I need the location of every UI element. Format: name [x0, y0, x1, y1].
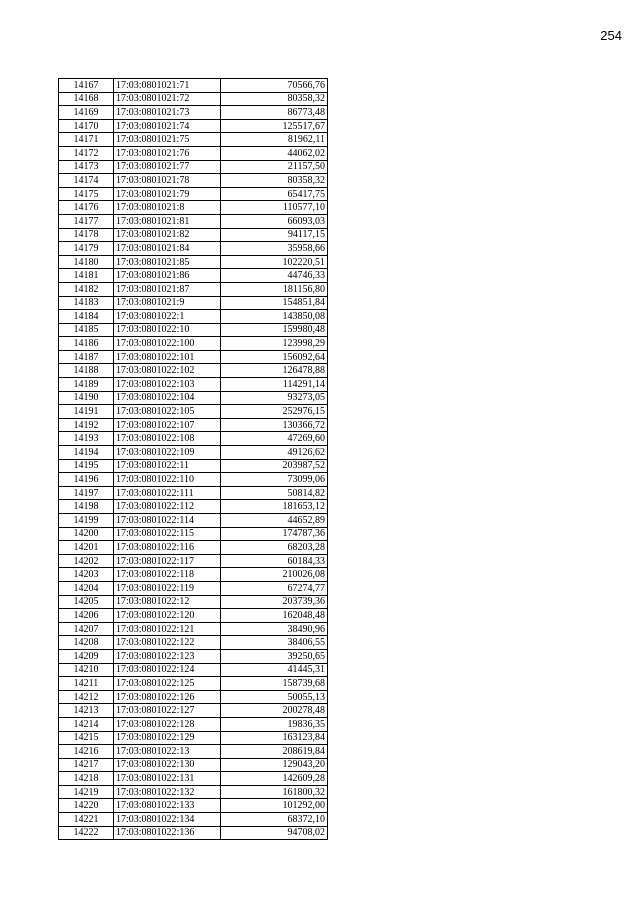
row-number-cell: 14213 [59, 704, 114, 718]
amount-cell: 35958,66 [221, 242, 328, 256]
table-body [59, 79, 328, 840]
row-number-cell: 14202 [59, 554, 114, 568]
cadastral-number-cell: 17:03:0801021:8 [114, 201, 221, 215]
cadastral-number-cell: 17:03:0801021:79 [114, 187, 221, 201]
amount-cell: 41445,31 [221, 663, 328, 677]
cadastral-number-cell: 17:03:0801022:125 [114, 677, 221, 691]
row-number-cell: 14204 [59, 581, 114, 595]
cadastral-number-cell: 17:03:0801022:110 [114, 473, 221, 487]
amount-cell: 47269,60 [221, 432, 328, 446]
table-row [59, 704, 328, 718]
row-number-cell: 14175 [59, 187, 114, 201]
row-number-cell: 14183 [59, 296, 114, 310]
table-row [59, 785, 328, 799]
cadastral-number-cell: 17:03:0801021:71 [114, 79, 221, 93]
amount-cell: 208619,84 [221, 745, 328, 759]
table-row [59, 446, 328, 460]
row-number-cell: 14206 [59, 609, 114, 623]
row-number-cell: 14212 [59, 690, 114, 704]
table-row [59, 282, 328, 296]
cadastral-number-cell: 17:03:0801021:84 [114, 242, 221, 256]
row-number-cell: 14215 [59, 731, 114, 745]
amount-cell: 50055,13 [221, 690, 328, 704]
table-row [59, 214, 328, 228]
row-number-cell: 14176 [59, 201, 114, 215]
table-row [59, 677, 328, 691]
amount-cell: 123998,29 [221, 337, 328, 351]
cadastral-number-cell: 17:03:0801022:136 [114, 826, 221, 840]
amount-cell: 44746,33 [221, 269, 328, 283]
amount-cell: 156092,64 [221, 350, 328, 364]
cadastral-number-cell: 17:03:0801022:10 [114, 323, 221, 337]
cadastral-number-cell: 17:03:0801022:102 [114, 364, 221, 378]
table-row [59, 745, 328, 759]
row-number-cell: 14189 [59, 378, 114, 392]
cadastral-number-cell: 17:03:0801022:120 [114, 609, 221, 623]
cadastral-number-cell: 17:03:0801022:134 [114, 813, 221, 827]
amount-cell: 70566,76 [221, 79, 328, 93]
row-number-cell: 14181 [59, 269, 114, 283]
row-number-cell: 14218 [59, 772, 114, 786]
table-row [59, 310, 328, 324]
table-row [59, 813, 328, 827]
cadastral-number-cell: 17:03:0801022:121 [114, 622, 221, 636]
table-row [59, 514, 328, 528]
row-number-cell: 14191 [59, 405, 114, 419]
row-number-cell: 14208 [59, 636, 114, 650]
cadastral-number-cell: 17:03:0801022:122 [114, 636, 221, 650]
cadastral-number-cell: 17:03:0801022:12 [114, 595, 221, 609]
row-number-cell: 14167 [59, 79, 114, 93]
cadastral-number-cell: 17:03:0801022:130 [114, 758, 221, 772]
table-row [59, 146, 328, 160]
cadastral-number-cell: 17:03:0801022:109 [114, 446, 221, 460]
row-number-cell: 14214 [59, 717, 114, 731]
table-row [59, 350, 328, 364]
row-number-cell: 14187 [59, 350, 114, 364]
amount-cell: 200278,48 [221, 704, 328, 718]
table-row [59, 568, 328, 582]
amount-cell: 38490,96 [221, 622, 328, 636]
table-row [59, 391, 328, 405]
cadastral-number-cell: 17:03:0801022:119 [114, 581, 221, 595]
row-number-cell: 14194 [59, 446, 114, 460]
cadastral-number-cell: 17:03:0801021:82 [114, 228, 221, 242]
table-row [59, 187, 328, 201]
row-number-cell: 14198 [59, 500, 114, 514]
row-number-cell: 14220 [59, 799, 114, 813]
cadastral-number-cell: 17:03:0801022:103 [114, 378, 221, 392]
amount-cell: 93273,05 [221, 391, 328, 405]
table-row [59, 581, 328, 595]
cadastral-number-cell: 17:03:0801022:118 [114, 568, 221, 582]
row-number-cell: 14199 [59, 514, 114, 528]
table-row [59, 228, 328, 242]
table-row [59, 296, 328, 310]
cadastral-number-cell: 17:03:0801022:133 [114, 799, 221, 813]
cadastral-number-cell: 17:03:0801022:105 [114, 405, 221, 419]
data-table [58, 78, 328, 840]
cadastral-number-cell: 17:03:0801022:104 [114, 391, 221, 405]
amount-cell: 159980,48 [221, 323, 328, 337]
row-number-cell: 14201 [59, 541, 114, 555]
row-number-cell: 14219 [59, 785, 114, 799]
row-number-cell: 14190 [59, 391, 114, 405]
row-number-cell: 14186 [59, 337, 114, 351]
row-number-cell: 14184 [59, 310, 114, 324]
table-row [59, 459, 328, 473]
cadastral-number-cell: 17:03:0801022:117 [114, 554, 221, 568]
row-number-cell: 14222 [59, 826, 114, 840]
table-row [59, 364, 328, 378]
cadastral-number-cell: 17:03:0801021:75 [114, 133, 221, 147]
amount-cell: 101292,00 [221, 799, 328, 813]
cadastral-number-cell: 17:03:0801021:81 [114, 214, 221, 228]
table-row [59, 133, 328, 147]
cadastral-number-cell: 17:03:0801021:72 [114, 92, 221, 106]
cadastral-number-cell: 17:03:0801022:124 [114, 663, 221, 677]
table-row [59, 92, 328, 106]
amount-cell: 110577,10 [221, 201, 328, 215]
table-row [59, 242, 328, 256]
table-row [59, 201, 328, 215]
row-number-cell: 14210 [59, 663, 114, 677]
amount-cell: 44652,89 [221, 514, 328, 528]
amount-cell: 21157,50 [221, 160, 328, 174]
amount-cell: 86773,48 [221, 106, 328, 120]
row-number-cell: 14195 [59, 459, 114, 473]
table-row [59, 622, 328, 636]
amount-cell: 203987,52 [221, 459, 328, 473]
amount-cell: 203739,36 [221, 595, 328, 609]
cadastral-number-cell: 17:03:0801021:9 [114, 296, 221, 310]
amount-cell: 80358,32 [221, 92, 328, 106]
table-row [59, 595, 328, 609]
table-row [59, 106, 328, 120]
cadastral-number-cell: 17:03:0801022:11 [114, 459, 221, 473]
amount-cell: 126478,88 [221, 364, 328, 378]
cadastral-number-cell: 17:03:0801022:123 [114, 649, 221, 663]
cadastral-number-cell: 17:03:0801021:74 [114, 119, 221, 133]
cadastral-number-cell: 17:03:0801021:87 [114, 282, 221, 296]
cadastral-number-cell: 17:03:0801021:86 [114, 269, 221, 283]
row-number-cell: 14178 [59, 228, 114, 242]
table-row [59, 649, 328, 663]
amount-cell: 68203,28 [221, 541, 328, 555]
amount-cell: 66093,03 [221, 214, 328, 228]
amount-cell: 161800,32 [221, 785, 328, 799]
amount-cell: 102220,51 [221, 255, 328, 269]
amount-cell: 210026,08 [221, 568, 328, 582]
amount-cell: 44062,02 [221, 146, 328, 160]
cadastral-number-cell: 17:03:0801022:128 [114, 717, 221, 731]
table-row [59, 609, 328, 623]
amount-cell: 158739,68 [221, 677, 328, 691]
amount-cell: 181156,80 [221, 282, 328, 296]
amount-cell: 94708,02 [221, 826, 328, 840]
cadastral-number-cell: 17:03:0801022:116 [114, 541, 221, 555]
amount-cell: 73099,06 [221, 473, 328, 487]
amount-cell: 130366,72 [221, 418, 328, 432]
row-number-cell: 14209 [59, 649, 114, 663]
amount-cell: 94117,15 [221, 228, 328, 242]
row-number-cell: 14179 [59, 242, 114, 256]
row-number-cell: 14174 [59, 174, 114, 188]
table-row [59, 174, 328, 188]
row-number-cell: 14205 [59, 595, 114, 609]
cadastral-number-cell: 17:03:0801022:131 [114, 772, 221, 786]
cadastral-number-cell: 17:03:0801021:73 [114, 106, 221, 120]
row-number-cell: 14207 [59, 622, 114, 636]
table-row [59, 527, 328, 541]
cadastral-number-cell: 17:03:0801022:114 [114, 514, 221, 528]
cadastral-number-cell: 17:03:0801022:100 [114, 337, 221, 351]
cadastral-number-cell: 17:03:0801022:1 [114, 310, 221, 324]
amount-cell: 38406,55 [221, 636, 328, 650]
amount-cell: 50814,82 [221, 486, 328, 500]
table-row [59, 486, 328, 500]
row-number-cell: 14172 [59, 146, 114, 160]
amount-cell: 65417,75 [221, 187, 328, 201]
row-number-cell: 14196 [59, 473, 114, 487]
row-number-cell: 14217 [59, 758, 114, 772]
amount-cell: 81962,11 [221, 133, 328, 147]
amount-cell: 60184,33 [221, 554, 328, 568]
cadastral-number-cell: 17:03:0801022:132 [114, 785, 221, 799]
amount-cell: 80358,32 [221, 174, 328, 188]
table-row [59, 337, 328, 351]
table-row [59, 663, 328, 677]
cadastral-number-cell: 17:03:0801022:108 [114, 432, 221, 446]
table-row [59, 731, 328, 745]
row-number-cell: 14169 [59, 106, 114, 120]
page-number: 254 [600, 28, 622, 43]
amount-cell: 67274,77 [221, 581, 328, 595]
amount-cell: 163123,84 [221, 731, 328, 745]
table-row [59, 717, 328, 731]
row-number-cell: 14177 [59, 214, 114, 228]
amount-cell: 174787,36 [221, 527, 328, 541]
cadastral-number-cell: 17:03:0801022:115 [114, 527, 221, 541]
table-row [59, 432, 328, 446]
table-row [59, 79, 328, 93]
table-row [59, 636, 328, 650]
amount-cell: 125517,67 [221, 119, 328, 133]
row-number-cell: 14216 [59, 745, 114, 759]
cadastral-number-cell: 17:03:0801021:77 [114, 160, 221, 174]
row-number-cell: 14168 [59, 92, 114, 106]
amount-cell: 39250,65 [221, 649, 328, 663]
cadastral-number-cell: 17:03:0801022:101 [114, 350, 221, 364]
cadastral-number-cell: 17:03:0801022:127 [114, 704, 221, 718]
cadastral-number-cell: 17:03:0801021:78 [114, 174, 221, 188]
amount-cell: 252976,15 [221, 405, 328, 419]
table-row [59, 690, 328, 704]
table-row [59, 541, 328, 555]
row-number-cell: 14221 [59, 813, 114, 827]
cadastral-number-cell: 17:03:0801022:13 [114, 745, 221, 759]
amount-cell: 49126,62 [221, 446, 328, 460]
table-row [59, 323, 328, 337]
table-row [59, 405, 328, 419]
cadastral-number-cell: 17:03:0801021:85 [114, 255, 221, 269]
cadastral-number-cell: 17:03:0801022:107 [114, 418, 221, 432]
table-row [59, 255, 328, 269]
amount-cell: 68372,10 [221, 813, 328, 827]
cadastral-number-cell: 17:03:0801022:111 [114, 486, 221, 500]
amount-cell: 154851,84 [221, 296, 328, 310]
amount-cell: 162048,48 [221, 609, 328, 623]
cadastral-number-cell: 17:03:0801021:76 [114, 146, 221, 160]
table-row [59, 119, 328, 133]
table-row [59, 799, 328, 813]
cadastral-number-cell: 17:03:0801022:112 [114, 500, 221, 514]
table-row [59, 758, 328, 772]
row-number-cell: 14200 [59, 527, 114, 541]
table-row [59, 554, 328, 568]
row-number-cell: 14193 [59, 432, 114, 446]
table-row [59, 269, 328, 283]
table-row [59, 473, 328, 487]
row-number-cell: 14211 [59, 677, 114, 691]
table-row [59, 772, 328, 786]
amount-cell: 114291,14 [221, 378, 328, 392]
row-number-cell: 14185 [59, 323, 114, 337]
amount-cell: 129043,20 [221, 758, 328, 772]
table-row [59, 418, 328, 432]
row-number-cell: 14180 [59, 255, 114, 269]
amount-cell: 143850,08 [221, 310, 328, 324]
amount-cell: 181653,12 [221, 500, 328, 514]
cadastral-number-cell: 17:03:0801022:126 [114, 690, 221, 704]
row-number-cell: 14182 [59, 282, 114, 296]
cadastral-number-cell: 17:03:0801022:129 [114, 731, 221, 745]
row-number-cell: 14203 [59, 568, 114, 582]
row-number-cell: 14197 [59, 486, 114, 500]
table-row [59, 378, 328, 392]
row-number-cell: 14188 [59, 364, 114, 378]
table-row [59, 160, 328, 174]
row-number-cell: 14171 [59, 133, 114, 147]
table-row [59, 500, 328, 514]
row-number-cell: 14192 [59, 418, 114, 432]
amount-cell: 19836,35 [221, 717, 328, 731]
row-number-cell: 14173 [59, 160, 114, 174]
row-number-cell: 14170 [59, 119, 114, 133]
table-row [59, 826, 328, 840]
amount-cell: 142609,28 [221, 772, 328, 786]
